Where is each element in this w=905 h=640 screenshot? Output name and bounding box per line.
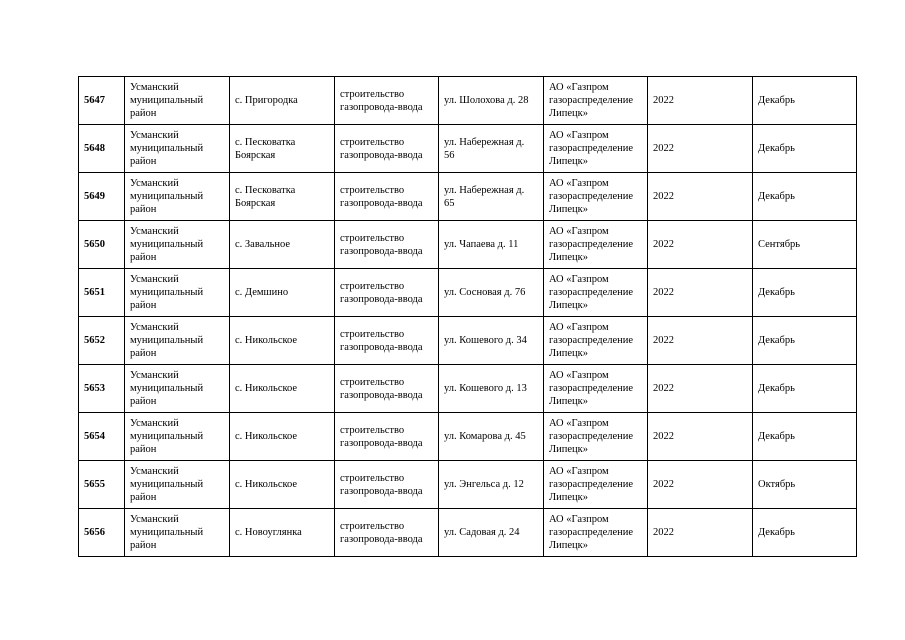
row-number-cell: 5648 [79, 125, 125, 173]
organization-cell: АО «Газпром газораспределение Липецк» [544, 77, 648, 125]
district-cell: Усманский муниципальный район [125, 125, 230, 173]
year-cell: 2022 [648, 365, 753, 413]
organization-cell: АО «Газпром газораспределение Липецк» [544, 221, 648, 269]
village-cell: с. Завальное [230, 221, 335, 269]
row-number-cell: 5656 [79, 509, 125, 557]
organization-cell: АО «Газпром газораспределение Липецк» [544, 365, 648, 413]
district-cell: Усманский муниципальный район [125, 173, 230, 221]
work-type-cell: строительство газопровода-ввода [335, 77, 439, 125]
table-row [79, 173, 857, 221]
address-cell: ул. Садовая д. 24 [439, 509, 544, 557]
table-body [79, 77, 857, 557]
address-cell: ул. Кошевого д. 13 [439, 365, 544, 413]
work-type-cell: строительство газопровода-ввода [335, 413, 439, 461]
work-type-cell: строительство газопровода-ввода [335, 317, 439, 365]
organization-cell: АО «Газпром газораспределение Липецк» [544, 461, 648, 509]
address-cell: ул. Набережная д. 65 [439, 173, 544, 221]
year-cell: 2022 [648, 317, 753, 365]
gas-pipeline-table [78, 76, 857, 557]
organization-cell: АО «Газпром газораспределение Липецк» [544, 509, 648, 557]
work-type-cell: строительство газопровода-ввода [335, 461, 439, 509]
month-cell: Сентябрь [753, 221, 857, 269]
table-row [79, 77, 857, 125]
district-cell: Усманский муниципальный район [125, 269, 230, 317]
year-cell: 2022 [648, 77, 753, 125]
village-cell: с. Новоуглянка [230, 509, 335, 557]
work-type-cell: строительство газопровода-ввода [335, 125, 439, 173]
work-type-cell: строительство газопровода-ввода [335, 173, 439, 221]
month-cell: Декабрь [753, 269, 857, 317]
month-cell: Декабрь [753, 77, 857, 125]
organization-cell: АО «Газпром газораспределение Липецк» [544, 413, 648, 461]
row-number-cell: 5649 [79, 173, 125, 221]
village-cell: с. Никольское [230, 461, 335, 509]
table-row [79, 269, 857, 317]
month-cell: Декабрь [753, 125, 857, 173]
year-cell: 2022 [648, 125, 753, 173]
address-cell: ул. Шолохова д. 28 [439, 77, 544, 125]
month-cell: Декабрь [753, 317, 857, 365]
table-row [79, 413, 857, 461]
work-type-cell: строительство газопровода-ввода [335, 221, 439, 269]
month-cell: Октябрь [753, 461, 857, 509]
district-cell: Усманский муниципальный район [125, 365, 230, 413]
year-cell: 2022 [648, 413, 753, 461]
table-row [79, 221, 857, 269]
village-cell: с. Никольское [230, 413, 335, 461]
year-cell: 2022 [648, 509, 753, 557]
organization-cell: АО «Газпром газораспределение Липецк» [544, 173, 648, 221]
address-cell: ул. Сосновая д. 76 [439, 269, 544, 317]
district-cell: Усманский муниципальный район [125, 77, 230, 125]
month-cell: Декабрь [753, 365, 857, 413]
organization-cell: АО «Газпром газораспределение Липецк» [544, 269, 648, 317]
work-type-cell: строительство газопровода-ввода [335, 365, 439, 413]
address-cell: ул. Комарова д. 45 [439, 413, 544, 461]
organization-cell: АО «Газпром газораспределение Липецк» [544, 317, 648, 365]
row-number-cell: 5647 [79, 77, 125, 125]
address-cell: ул. Чапаева д. 11 [439, 221, 544, 269]
village-cell: с. Никольское [230, 365, 335, 413]
village-cell: с. Песковатка Боярская [230, 125, 335, 173]
village-cell: с. Песковатка Боярская [230, 173, 335, 221]
month-cell: Декабрь [753, 413, 857, 461]
work-type-cell: строительство газопровода-ввода [335, 509, 439, 557]
district-cell: Усманский муниципальный район [125, 461, 230, 509]
year-cell: 2022 [648, 461, 753, 509]
district-cell: Усманский муниципальный район [125, 221, 230, 269]
row-number-cell: 5653 [79, 365, 125, 413]
village-cell: с. Никольское [230, 317, 335, 365]
year-cell: 2022 [648, 173, 753, 221]
district-cell: Усманский муниципальный район [125, 509, 230, 557]
row-number-cell: 5655 [79, 461, 125, 509]
address-cell: ул. Энгельса д. 12 [439, 461, 544, 509]
district-cell: Усманский муниципальный район [125, 413, 230, 461]
month-cell: Декабрь [753, 173, 857, 221]
village-cell: с. Демшино [230, 269, 335, 317]
address-cell: ул. Кошевого д. 34 [439, 317, 544, 365]
year-cell: 2022 [648, 269, 753, 317]
row-number-cell: 5651 [79, 269, 125, 317]
table-row [79, 461, 857, 509]
work-type-cell: строительство газопровода-ввода [335, 269, 439, 317]
organization-cell: АО «Газпром газораспределение Липецк» [544, 125, 648, 173]
table-row [79, 365, 857, 413]
table-row [79, 317, 857, 365]
row-number-cell: 5652 [79, 317, 125, 365]
row-number-cell: 5650 [79, 221, 125, 269]
address-cell: ул. Набережная д. 56 [439, 125, 544, 173]
district-cell: Усманский муниципальный район [125, 317, 230, 365]
month-cell: Декабрь [753, 509, 857, 557]
table-row [79, 125, 857, 173]
row-number-cell: 5654 [79, 413, 125, 461]
year-cell: 2022 [648, 221, 753, 269]
table-row [79, 509, 857, 557]
village-cell: с. Пригородка [230, 77, 335, 125]
